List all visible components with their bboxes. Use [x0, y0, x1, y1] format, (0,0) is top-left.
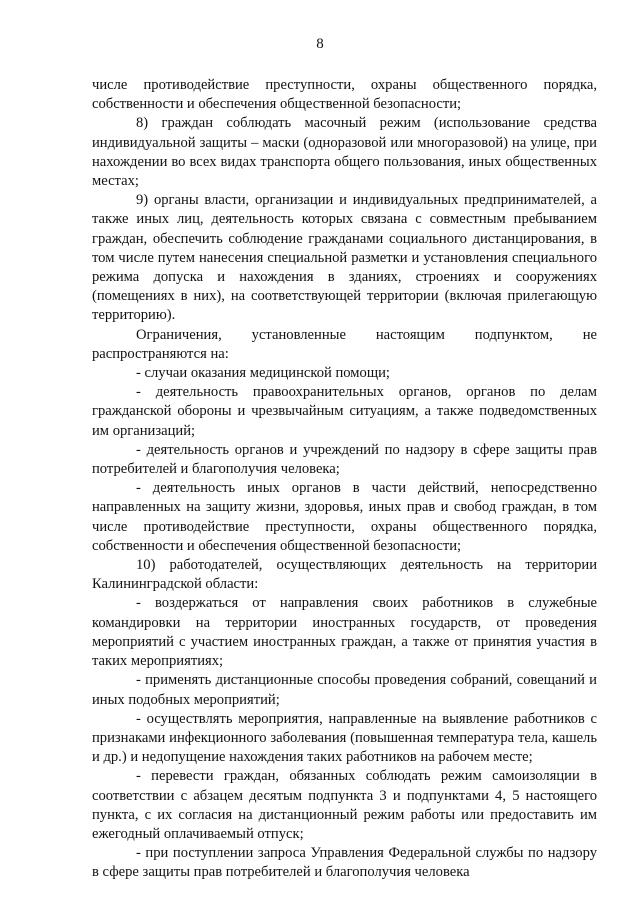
- paragraph-restrictions: Ограничения, установленные настоящим подпунктом, не распространяются на:: [92, 326, 597, 362]
- paragraph-continuation: числе противодействие преступности, охраны общественного порядка, собственности и обеспечения общественной безопасности;: [92, 77, 597, 113]
- list-item-consumer-supervision: - деятельность органов и учреждений по надзору в сфере защиты прав потребителей и благополучия человека;: [92, 441, 597, 478]
- paragraph-item-8: 8) граждан соблюдать масочный режим (использование средства индивидуальной защиты – маски (одноразовой или многоразовой) на улице, при нахождении во всех видах транспорта общего пользования, иных общественных местах;: [92, 115, 597, 190]
- list-item-remote-meetings: - применять дистанционные способы проведения собраний, совещаний и иных подобных мероприятий;: [92, 672, 597, 708]
- document-body: [92, 76, 597, 883]
- paragraph-item-9: 9) органы власти, организации и индивидуальных предпринимателей, а также иных лиц, деятельность которых связана с совместным пребыванием граждан, обеспечить соблюдение гражданами социального дистанцирования, в том числе путем нанесения специальной разметки и установления специального режима допуска и нахождения в зданиях, строениях и сооружениях (помещениях в них), на соответствующей территории (включая прилегающую территорию).: [92, 192, 597, 324]
- list-item-infection-detection: - осуществлять мероприятия, направленные на выявление работников с признаками инфекционного заболевания (повышенная температура тела, кашель и др.) и недопущение нахождения таких работников на рабочем месте;: [92, 710, 597, 766]
- list-item-supervision-request: - при поступлении запроса Управления Федеральной службы по надзору в сфере защиты прав потребителей и благополучия человека: [92, 845, 597, 881]
- page-number: 8: [316, 36, 324, 52]
- list-item-law-enforcement: - деятельность правоохранительных органов, органов по делам гражданской обороны и чрезвычайным ситуациям, а также подведомственных им организаций;: [92, 384, 597, 439]
- paragraph-item-10: 10) работодателей, осуществляющих деятельность на территории Калининградской области:: [92, 557, 597, 593]
- list-item-business-trips: - воздержаться от направления своих работников в служебные командировки на территории иностранных государств, от проведения мероприятий с участием иностранных граждан, а также от принятия участия в таких мероприятиях;: [92, 595, 597, 670]
- list-item-remote-work: - перевести граждан, обязанных соблюдать режим самоизоляции в соответствии с абзацем десятым подпункта 3 и подпунктами 4, 5 настоящего пункта, с их согласия на дистанционный режим работы или предоставить им ежегодный оплачиваемый отпуск;: [92, 768, 597, 842]
- list-item-medical-help: - случаи оказания медицинской помощи;: [136, 365, 390, 382]
- list-item-other-bodies: - деятельность иных органов в части действий, непосредственно направленных на защиту жизни, здоровья, иных прав и свобод граждан, в том числе противодействие преступности, охраны общественного порядка, собственности и обеспечения общественной безопасности;: [92, 480, 597, 554]
